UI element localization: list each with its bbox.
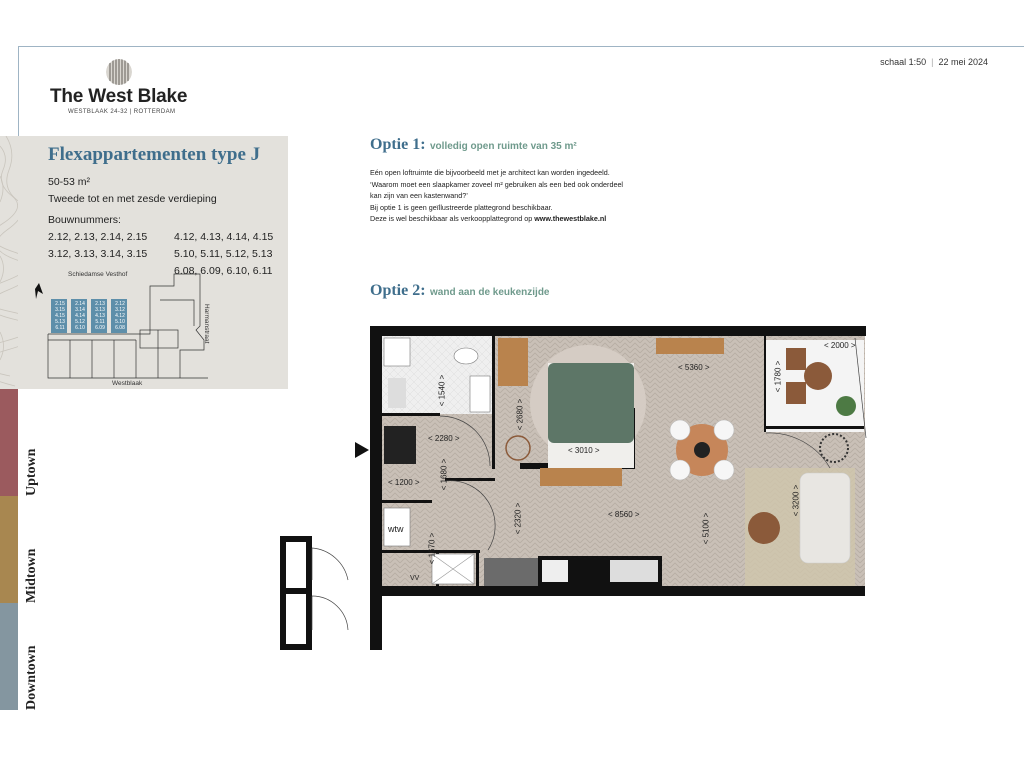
left-rule xyxy=(18,46,19,136)
site-block-2-a: 2.14 xyxy=(75,301,85,307)
dim-1780: < 1780 > xyxy=(773,360,783,393)
option1-line-5-text: Deze is wel beschikbaar als verkoopplattegrond op xyxy=(370,214,535,223)
site-block-1-c: 4.15 xyxy=(55,313,65,319)
site-block-4-e: 6.08 xyxy=(115,325,125,331)
site-block-1-b: 3.15 xyxy=(55,307,65,313)
street-right: Harmanstraat xyxy=(203,304,210,344)
sidebar-label-downtown: Downtown xyxy=(24,645,39,710)
dim-5360: < 5360 > xyxy=(678,363,710,372)
unit-title: Flexappartementen type J xyxy=(48,144,261,165)
label-vv: VV xyxy=(410,575,420,582)
dim-3010: < 3010 > xyxy=(568,446,600,455)
dim-1200: < 1200 > xyxy=(388,478,420,487)
site-block-2-b: 3.14 xyxy=(75,307,85,313)
meta-separator: | xyxy=(931,57,934,67)
site-block-2-e: 6.10 xyxy=(75,325,85,331)
site-block-3-a: 2.13 xyxy=(95,301,105,307)
sidebar-label-midtown: Midtown xyxy=(24,548,39,603)
sidebar-downtown-bar xyxy=(0,603,18,710)
dim-1540: < 1540 > xyxy=(437,374,447,407)
site-block-1-e: 6.11 xyxy=(55,325,65,331)
scale-text: schaal 1:50 xyxy=(880,57,927,67)
unit-area: 50-53 m² xyxy=(48,176,91,188)
street-top: Schiedamse Vesthof xyxy=(68,271,128,278)
street-bottom: Westblaak xyxy=(112,380,143,387)
option1-line-5 xyxy=(370,213,670,225)
header-meta xyxy=(880,57,988,67)
numbers-col2-row3: 6.08, 6.09, 6.10, 6.11 xyxy=(174,265,273,277)
brand-address: WESTBLAAK 24-32 | ROTTERDAM xyxy=(68,109,176,115)
dim-5100: < 5100 > xyxy=(701,512,711,545)
site-block-3-c: 4.13 xyxy=(95,313,105,319)
site-block-3 xyxy=(94,301,106,331)
numbers-col1-row2: 3.12, 3.13, 3.14, 3.15 xyxy=(48,248,148,260)
date-text: 22 mei 2024 xyxy=(938,57,988,67)
site-block-4-b: 3.12 xyxy=(115,307,125,313)
site-block-4-d: 5.10 xyxy=(115,319,125,325)
site-block-1-d: 5.13 xyxy=(55,319,65,325)
dim-2000: < 2000 > xyxy=(824,341,856,350)
option1-line-4: Bij optie 1 is geen geïllustreerde plattegrond beschikbaar. xyxy=(370,202,553,212)
site-block-3-e: 6.09 xyxy=(95,325,105,331)
site-block-2-c: 4.14 xyxy=(75,313,85,319)
brand-address-street: WESTBLAAK 24-32 xyxy=(68,109,128,115)
logo-mark-icon xyxy=(106,59,132,85)
site-block-1-a: 2.15 xyxy=(55,301,65,307)
dim-2280: < 2280 > xyxy=(428,434,460,443)
brand-name: The West Blake xyxy=(50,86,188,107)
option1-description xyxy=(370,167,670,225)
dim-2320: < 2320 > xyxy=(513,502,523,535)
numbers-col2-row2: 5.10, 5.11, 5.12, 5.13 xyxy=(174,248,273,260)
option1-title: Optie 1: xyxy=(370,136,426,153)
option2-heading xyxy=(370,282,549,300)
site-block-1 xyxy=(54,301,66,331)
sidebar-midtown-bar xyxy=(0,496,18,603)
brand-address-city: ROTTERDAM xyxy=(133,109,176,115)
unit-floors: Tweede tot en met zesde verdieping xyxy=(48,193,217,205)
option1-subtitle: volledig open ruimte van 35 m² xyxy=(430,141,577,152)
site-block-3-d: 5.11 xyxy=(95,319,105,325)
site-block-4 xyxy=(114,301,126,331)
numbers-col2-row1: 4.12, 4.13, 4.14, 4.15 xyxy=(174,231,274,243)
topo-pattern xyxy=(0,136,18,389)
site-plan xyxy=(24,270,274,385)
option1-heading xyxy=(370,136,577,154)
option1-line-2: ‘Waarom moet een slaapkamer zoveel m² gebruiken als een bed ook onderdeel xyxy=(370,179,624,189)
sidebar-uptown-bar xyxy=(0,389,18,496)
dim-1680: < 1680 > xyxy=(439,458,449,491)
numbers-label: Bouwnummers: xyxy=(48,214,121,226)
dim-3200: < 3200 > xyxy=(791,484,801,517)
floor-plan xyxy=(270,318,890,658)
dim-2680: < 2680 > xyxy=(515,398,525,431)
dim-1670: < 1670 > xyxy=(427,532,437,565)
site-block-4-a: 2.12 xyxy=(115,301,125,307)
label-wtw: wtw xyxy=(388,524,404,534)
top-rule xyxy=(18,46,1024,47)
option2-subtitle: wand aan de keukenzijde xyxy=(430,287,550,298)
option2-title: Optie 2: xyxy=(370,282,426,299)
site-block-2 xyxy=(74,301,86,331)
website-link[interactable]: www.thewestblake.nl xyxy=(534,214,607,223)
option1-line-3: kan zijn van een kastenwand?’ xyxy=(370,191,468,200)
site-block-4-c: 4.12 xyxy=(115,313,125,319)
site-block-2-d: 5.12 xyxy=(75,319,85,325)
dim-8560: < 8560 > xyxy=(608,510,640,519)
sidebar-label-uptown: Uptown xyxy=(24,448,39,496)
numbers-col1-row1: 2.12, 2.13, 2.14, 2.15 xyxy=(48,231,148,243)
option1-line-1: Eén open loftruimte die bijvoorbeeld met je architect kan worden ingedeeld. xyxy=(370,168,610,177)
site-block-3-b: 3.13 xyxy=(95,307,105,313)
